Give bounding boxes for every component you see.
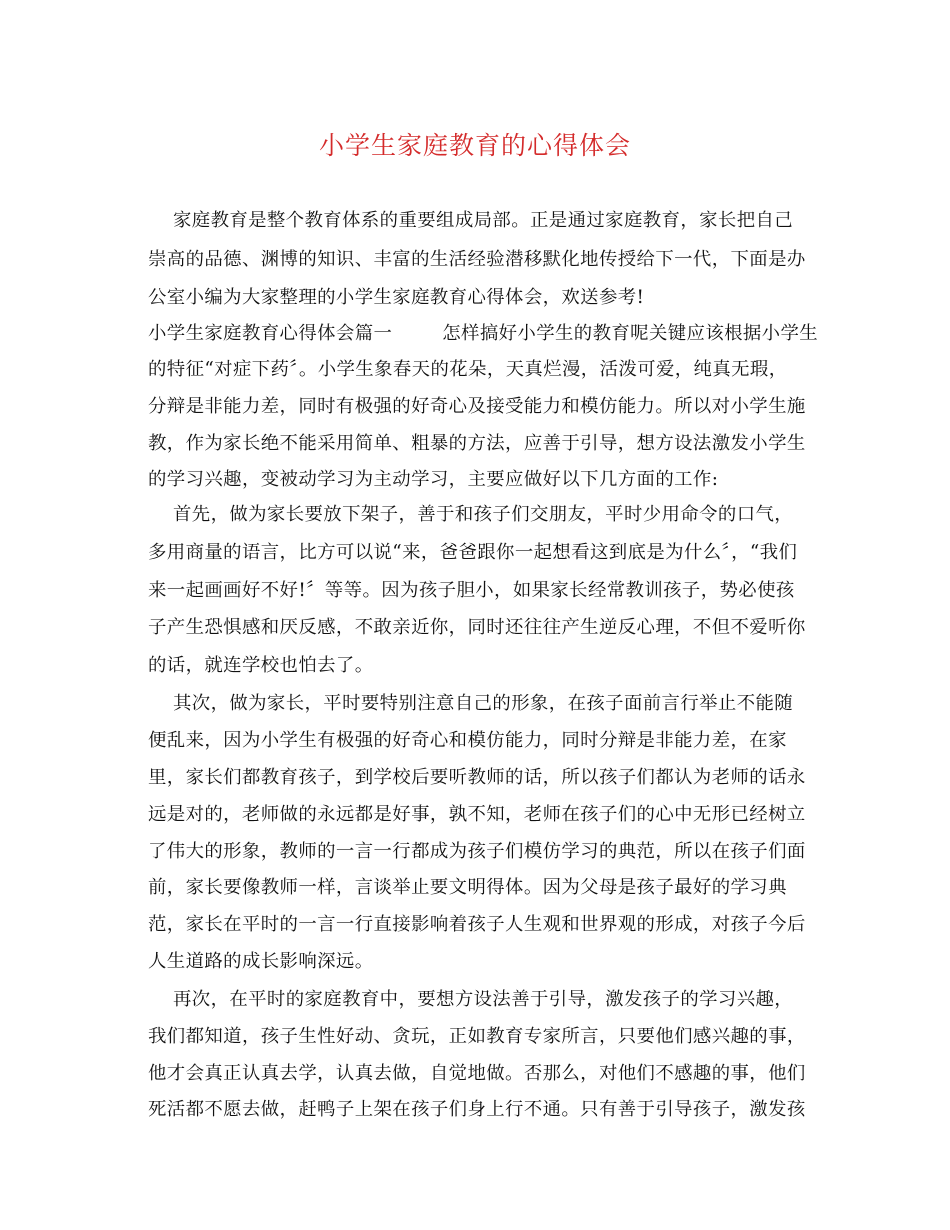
paragraph-line: 首先，做为家长要放下架子，善于和孩子们交朋友，平时少用命令的口气， <box>148 504 794 525</box>
paragraph-line: 里，家长们都教育孩子，到学校后要听教师的话，所以孩子们都认为老师的话永 <box>148 767 806 788</box>
paragraph-line: 再次，在平时的家庭教育中，要想方设法善于引导，激发孩子的学习兴趣， <box>148 989 794 1010</box>
document-title: 小学生家庭教育的心得体会 <box>318 131 631 160</box>
paragraph-line: 了伟大的形象，教师的一言一行都成为孩子们模仿学习的典范，所以在孩子们面 <box>148 841 806 862</box>
paragraph-line: 远是对的，老师做的永远都是好事，孰不知，老师在孩子们的心中无形已经树立 <box>148 804 806 825</box>
paragraph-line: 前，家长要像教师一样，言谈举止要文明得体。因为父母是孩子最好的学习典 <box>148 877 787 898</box>
paragraph-line: 便乱来，因为小学生有极强的好奇心和模仿能力，同时分辩是非能力差，在家 <box>148 730 787 751</box>
paragraph-line: 多用商量的语言，比方可以说“来，爸爸跟你一起想看这到底是为什么〞，“我们 <box>148 542 798 563</box>
paragraph-line: 的话，就连学校也怕去了。 <box>148 655 374 676</box>
paragraph-line: 崇高的品德、渊博的知识、丰富的生活经验潜移默化地传授给下一代，下面是办 <box>148 249 806 270</box>
paragraph-line: 我们都知道，孩子生性好动、贪玩，正如教育专家所言，只要他们感兴趣的事， <box>148 1026 806 1047</box>
paragraph-line: 的学习兴趣，变被动学习为主动学习，主要应做好以下几方面的工作: <box>148 469 719 490</box>
paragraph-line: 教，作为家长绝不能采用简单、粗暴的方法，应善于引导，想方设法激发小学生 <box>148 433 806 454</box>
paragraph-line: 分辩是非能力差，同时有极强的好奇心及接受能力和模仿能力。所以对小学生施 <box>148 396 806 417</box>
paragraph-line: 他才会真正认真去学，认真去做，自觉地做。否那么，对他们不感趣的事，他们 <box>148 1063 806 1084</box>
paragraph-line: 小学生家庭教育心得体会篇一 怎样搞好小学生的教育呢关键应该根据小学生 <box>148 323 819 344</box>
paragraph-line: 子产生恐惧感和厌反感，不敢亲近你，同时还往往产生逆反心理，不但不爱听你 <box>148 617 806 638</box>
paragraph-line: 的特征“对症下药〞。小学生象春天的花朵，天真烂漫，活泼可爱，纯真无瑕， <box>148 359 788 380</box>
paragraph-line: 死活都不愿去做，赶鸭子上架在孩子们身上行不通。只有善于引导孩子，激发孩 <box>148 1099 806 1120</box>
paragraph-line: 范，家长在平时的一言一行直接影响着孩子人生观和世界观的形成，对孩子今后 <box>148 914 806 935</box>
paragraph-line: 公室小编为大家整理的小学生家庭教育心得体会，欢送参考! <box>148 287 645 308</box>
paragraph-line: 来一起画画好不好!〞等等。因为孩子胆小，如果家长经常教训孩子，势必使孩 <box>148 580 795 601</box>
paragraph-line: 家庭教育是整个教育体系的重要组成局部。正是通过家庭教育，家长把自己 <box>148 210 794 231</box>
paragraph-line: 其次，做为家长，平时要特别注意自己的形象，在孩子面前言行举止不能随 <box>148 693 794 714</box>
paragraph-line: 人生道路的成长影响深远。 <box>148 951 374 972</box>
